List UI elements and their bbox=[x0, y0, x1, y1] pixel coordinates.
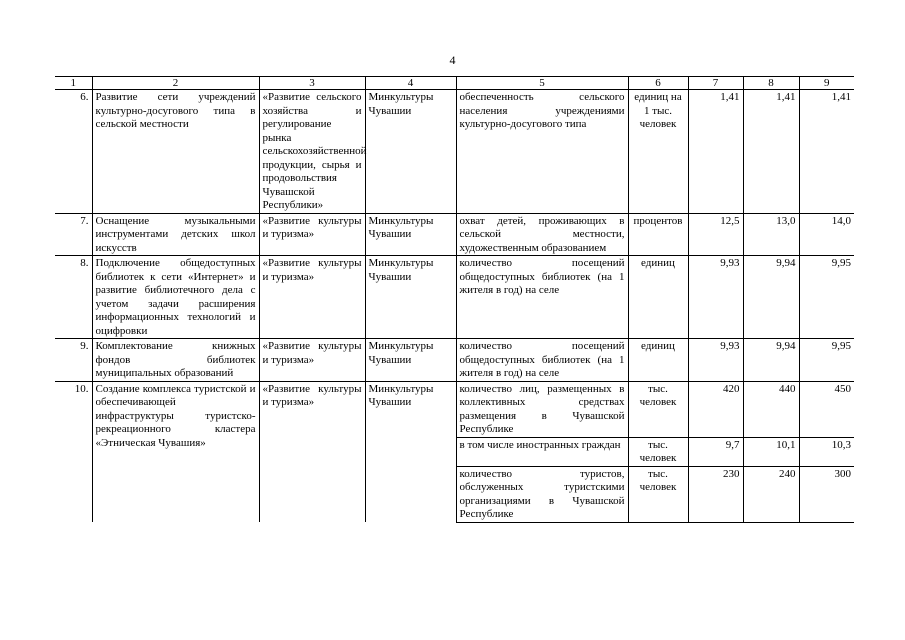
executor: Минкультуры Чувашии bbox=[365, 90, 456, 214]
row-number: 6. bbox=[55, 90, 92, 214]
executor: Минкультуры Чувашии bbox=[365, 213, 456, 256]
column-header: 3 bbox=[259, 77, 365, 90]
row-number: 8. bbox=[55, 256, 92, 339]
indicator-value: 240 bbox=[743, 466, 799, 522]
program-name: «Развитие культуры и туризма» bbox=[259, 256, 365, 339]
indicator-value: 230 bbox=[688, 466, 743, 522]
column-header: 4 bbox=[365, 77, 456, 90]
indicator-value: 12,5 bbox=[688, 213, 743, 256]
executor: Минкультуры Чувашии bbox=[365, 381, 456, 522]
indicator-text: обеспеченность сельского населения учреждениями культурно-досугового типа bbox=[456, 90, 628, 214]
indicator-value: 9,93 bbox=[688, 256, 743, 339]
indicator-value: 450 bbox=[799, 381, 854, 437]
column-header: 6 bbox=[628, 77, 688, 90]
program-name: «Развитие сельского хозяйства и регулирование рынка сельскохозяйственной продукции, сырья и продовольствия Чувашской Республики» bbox=[259, 90, 365, 214]
indicator-text: в том числе иностранных граждан bbox=[456, 437, 628, 466]
column-header: 1 bbox=[55, 77, 92, 90]
indicator-text: охват детей, проживающих в сельской местности, художественным образованием bbox=[456, 213, 628, 256]
executor: Минкультуры Чувашии bbox=[365, 339, 456, 382]
indicator-text: количество посещений общедоступных библиотек (на 1 жителя в год) на селе bbox=[456, 256, 628, 339]
column-header: 2 bbox=[92, 77, 259, 90]
activity-name: Развитие сети учреждений культурно-досугового типа в сельской местности bbox=[92, 90, 259, 214]
table-row bbox=[55, 339, 854, 382]
row-number: 7. bbox=[55, 213, 92, 256]
indicator-value: 10,1 bbox=[743, 437, 799, 466]
indicator-value: 9,7 bbox=[688, 437, 743, 466]
activity-name: Подключение общедоступных библиотек к сети «Интернет» и развитие библиотечного дела с учетом задачи расширения информационных технологий и оцифровки bbox=[92, 256, 259, 339]
table-row bbox=[55, 256, 854, 339]
indicator-value: 420 bbox=[688, 381, 743, 437]
column-header: 5 bbox=[456, 77, 628, 90]
indicator-unit: единиц на 1 тыс. человек bbox=[628, 90, 688, 214]
indicator-unit: процентов bbox=[628, 213, 688, 256]
indicator-value: 9,93 bbox=[688, 339, 743, 382]
column-header: 8 bbox=[743, 77, 799, 90]
indicator-value: 10,3 bbox=[799, 437, 854, 466]
indicator-text: количество туристов, обслуженных туристскими организациями в Чувашской Республике bbox=[456, 466, 628, 522]
page-number: 4 bbox=[449, 53, 456, 67]
indicator-value: 9,95 bbox=[799, 339, 854, 382]
indicator-value: 9,94 bbox=[743, 339, 799, 382]
table-row bbox=[55, 381, 854, 437]
table-row bbox=[55, 90, 854, 214]
activity-name: Создание комплекса туристской и обеспечивающей инфраструктуры туристско-рекреационного кластера «Этническая Чувашия» bbox=[92, 381, 259, 522]
indicator-unit: единиц bbox=[628, 256, 688, 339]
indicator-value: 1,41 bbox=[688, 90, 743, 214]
program-name: «Развитие культуры и туризма» bbox=[259, 213, 365, 256]
indicator-value: 300 bbox=[799, 466, 854, 522]
activity-name: Комплектование книжных фондов библиотек муниципальных образований bbox=[92, 339, 259, 382]
indicator-value: 13,0 bbox=[743, 213, 799, 256]
indicator-unit: единиц bbox=[628, 339, 688, 382]
indicator-text: количество посещений общедоступных библиотек (на 1 жителя в год) на селе bbox=[456, 339, 628, 382]
indicator-value: 9,95 bbox=[799, 256, 854, 339]
indicator-value: 9,94 bbox=[743, 256, 799, 339]
indicator-unit: тыс. человек bbox=[628, 437, 688, 466]
row-number: 9. bbox=[55, 339, 92, 382]
column-header: 9 bbox=[799, 77, 854, 90]
program-name: «Развитие культуры и туризма» bbox=[259, 381, 365, 522]
indicator-unit: тыс. человек bbox=[628, 466, 688, 522]
indicator-text: количество лиц, размещенных в коллективных средствах размещения в Чувашской Республике bbox=[456, 381, 628, 437]
column-header: 7 bbox=[688, 77, 743, 90]
column-number-row bbox=[55, 77, 854, 90]
indicator-value: 440 bbox=[743, 381, 799, 437]
executor: Минкультуры Чувашии bbox=[365, 256, 456, 339]
program-name: «Развитие культуры и туризма» bbox=[259, 339, 365, 382]
table-row bbox=[55, 213, 854, 256]
indicator-unit: тыс. человек bbox=[628, 381, 688, 437]
activity-name: Оснащение музыкальными инструментами детских школ искусств bbox=[92, 213, 259, 256]
row-number: 10. bbox=[55, 381, 92, 522]
indicator-value: 1,41 bbox=[743, 90, 799, 214]
indicator-value: 14,0 bbox=[799, 213, 854, 256]
indicator-value: 1,41 bbox=[799, 90, 854, 214]
program-table bbox=[55, 76, 854, 523]
